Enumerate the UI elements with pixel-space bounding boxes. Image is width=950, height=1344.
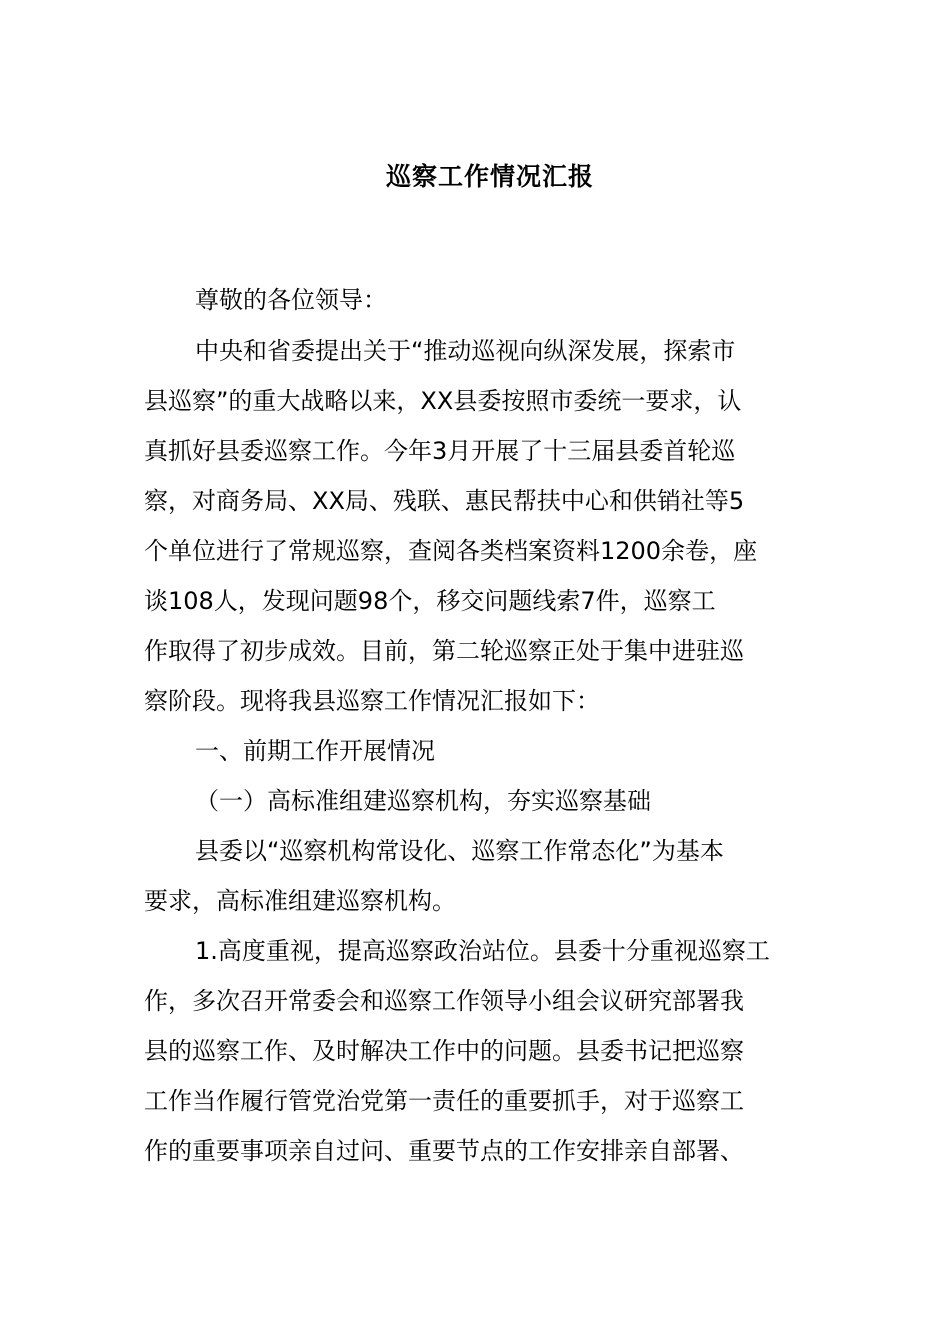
paragraph-line: 县巡察”的重大战略以来，XX县委按照市委统一要求，认 [144, 387, 742, 415]
paragraph-line: 县委以“巡察机构常设化、巡察工作常态化”为基本 [195, 837, 724, 865]
paragraph-line: 中央和省委提出关于“推动巡视向纵深发展，探索市 [195, 337, 736, 365]
subsection-heading: （一）高标准组建巡察机构，夯实巡察基础 [195, 787, 651, 815]
paragraph-line: 个单位进行了常规巡察，查阅各类档案资料1200余卷，座 [144, 537, 758, 565]
paragraph-line: 工作当作履行管党治党第一责任的重要抓手，对于巡察工 [144, 1087, 744, 1115]
paragraph-line: 作，多次召开常委会和巡察工作领导小组会议研究部署我 [144, 987, 744, 1015]
paragraph-line: 县的巡察工作、及时解决工作中的问题。县委书记把巡察 [144, 1037, 744, 1065]
section-heading: 一、前期工作开展情况 [195, 737, 435, 765]
paragraph-line: 察，对商务局、XX局、残联、惠民帮扶中心和供销社等5 [144, 487, 745, 515]
paragraph-line: 谈108人，发现问题98个，移交问题线索7件，巡察工 [144, 587, 716, 615]
paragraph-line: 察阶段。现将我县巡察工作情况汇报如下： [144, 687, 600, 715]
paragraph-line: 1.高度重视，提高巡察政治站位。县委十分重视巡察工 [195, 937, 770, 965]
paragraph-line: 要求，高标准组建巡察机构。 [144, 887, 456, 915]
paragraph-line: 真抓好县委巡察工作。今年3月开展了十三届县委首轮巡 [144, 437, 736, 465]
paragraph-line: 作的重要事项亲自过问、重要节点的工作安排亲自部署、 [144, 1137, 744, 1165]
paragraph-line: 作取得了初步成效。目前，第二轮巡察正处于集中进驻巡 [144, 637, 744, 665]
salutation: 尊敬的各位领导： [195, 286, 387, 314]
document-title: 巡察工作情况汇报 [385, 162, 594, 191]
